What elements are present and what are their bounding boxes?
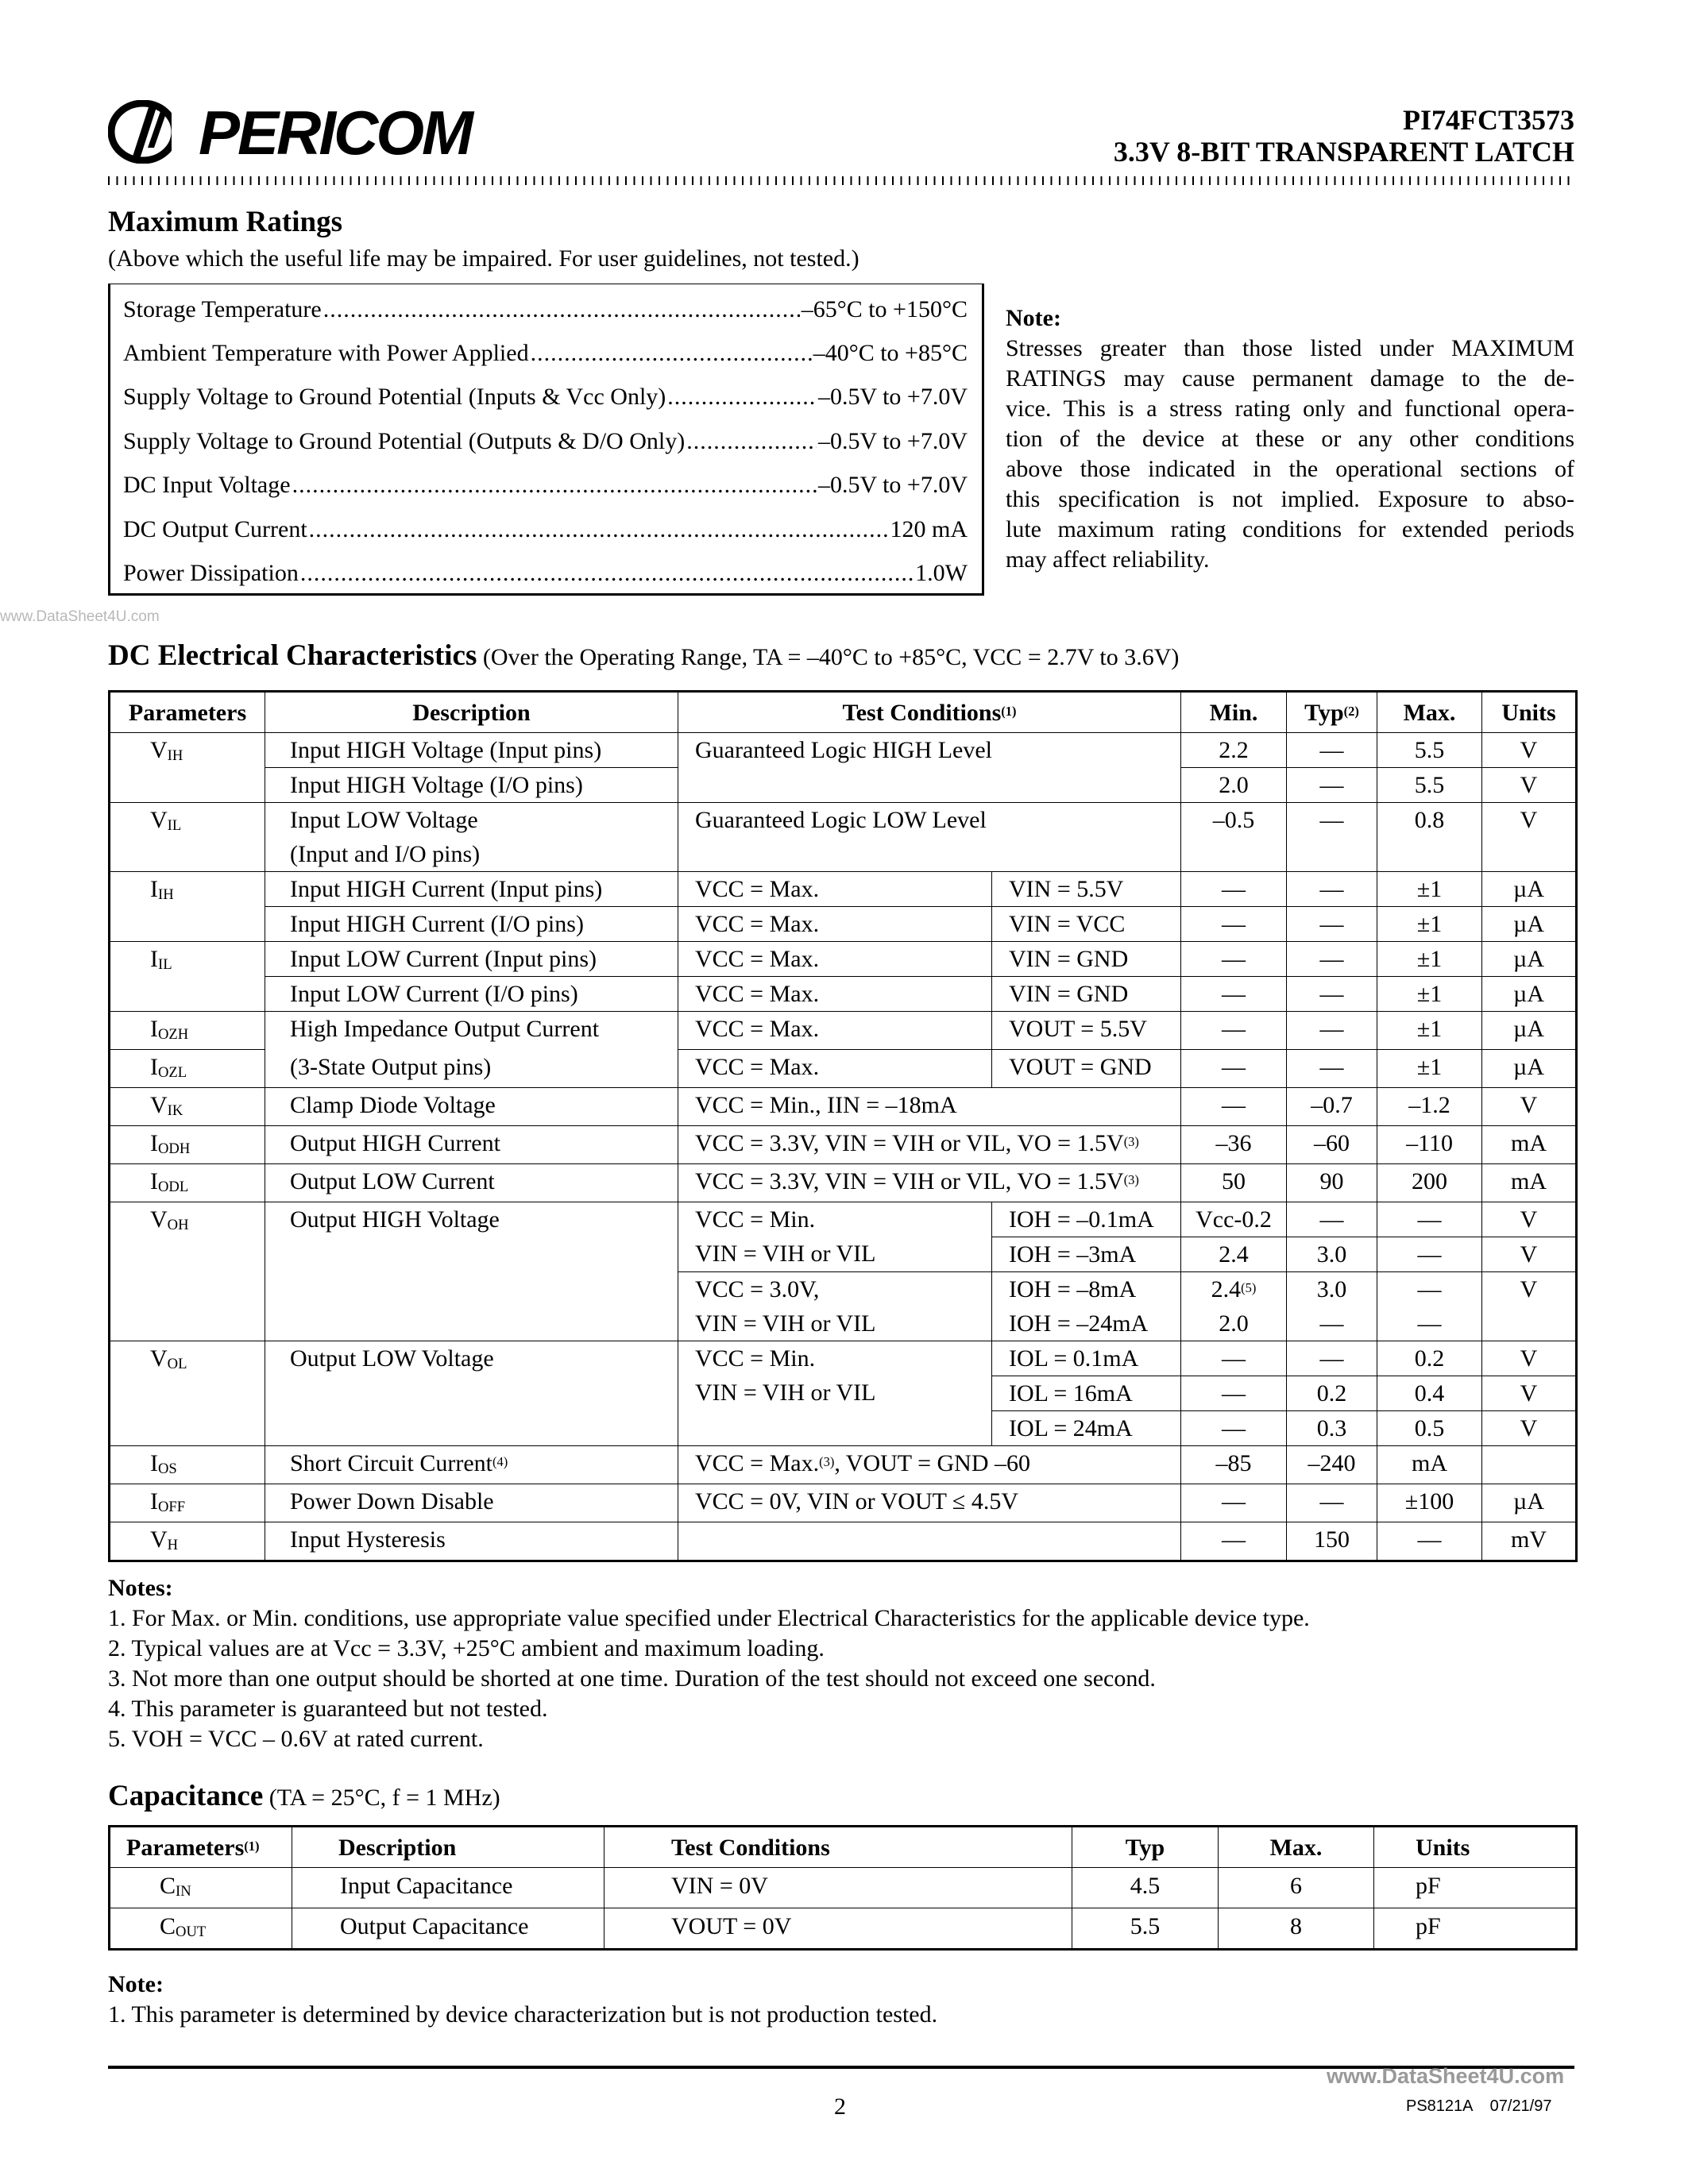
test-conditions: VCC = 3.3V, VIN = VIH or VIL, VO = $1.5V^{(3)}$ (678, 1164, 1181, 1202)
rating-label: Supply Voltage to Ground Potential (Inputs & Vcc Only) (123, 384, 666, 410)
units: V (1482, 1341, 1577, 1376)
table-row (110, 977, 1577, 1012)
units: µA (1482, 1484, 1577, 1522)
description: Input Hysteresis (265, 1522, 678, 1561)
capacitance-subtitle: (TA = 25°C, f = 1 MHz) (268, 1785, 500, 1811)
min: — (1181, 942, 1287, 977)
param-symbol: $C_{OUT}$ (110, 1908, 292, 1950)
max: mA (1377, 1446, 1482, 1484)
test-condition-vcc: VCC = Max. (678, 907, 992, 942)
typ: 90 (1287, 1164, 1377, 1202)
rating-line (123, 426, 968, 457)
min: 2.4$^{(5)}$ 2.0 (1181, 1272, 1287, 1341)
description: Input LOW Current (I/O pins) (265, 977, 678, 1012)
min: –0.5 (1181, 803, 1287, 872)
typ: — (1287, 803, 1377, 872)
header-min: Min. (1181, 692, 1287, 733)
units: V (1482, 1272, 1577, 1341)
description: Output LOW Voltage (265, 1341, 678, 1446)
header-max: Max. (1219, 1827, 1374, 1868)
min: 2.0 (1181, 768, 1287, 803)
test-condition-vcc: VCC = 3.0V, VIN = VIH or VIL (678, 1272, 992, 1341)
description: Input LOW Current (Input pins) (265, 942, 678, 977)
max: –110 (1377, 1126, 1482, 1164)
note-item: 5. VOH = VCC – 0.6V at rated current. (108, 1726, 484, 1752)
header-tick-rule (108, 176, 1574, 185)
rating-value: –0.5V to +7.0V (817, 384, 968, 410)
typ: 4.5 (1072, 1868, 1219, 1908)
header-typ: Typ$^{(2)}$ (1287, 692, 1377, 733)
min: — (1181, 1411, 1287, 1446)
rating-line (123, 338, 968, 369)
rating-label: Power Dissipation (123, 560, 299, 586)
header-units: Units (1482, 692, 1577, 733)
max: 6 (1219, 1868, 1374, 1908)
max: ±1 (1377, 1050, 1482, 1088)
test-condition-io: IOL = 0.1mA (992, 1341, 1181, 1376)
test-condition-io: IOL = 16mA (992, 1376, 1181, 1411)
max: 0.8 (1377, 803, 1482, 872)
rating-line (123, 381, 968, 413)
min: — (1181, 1484, 1287, 1522)
max: ±1 (1377, 942, 1482, 977)
param-symbol: $I_{IH}$ (110, 872, 265, 942)
rating-line (123, 294, 968, 326)
rating-value: –40°C to +85°C (813, 340, 968, 366)
units: µA (1482, 1012, 1577, 1050)
typ: — (1287, 907, 1377, 942)
min: 2.4 (1181, 1237, 1287, 1272)
rating-line (123, 558, 968, 589)
test-condition-vcc: VCC = Max. (678, 872, 992, 907)
table-row (110, 942, 1577, 977)
typ: — (1287, 733, 1377, 768)
capacitance-note-text: 1. This parameter is determined by device characterization but is not production tested. (108, 2001, 938, 2028)
rating-label: Storage Temperature (123, 296, 322, 322)
max: ±1 (1377, 872, 1482, 907)
dc-title: DC Electrical Characteristics (108, 639, 477, 672)
table-row (110, 1088, 1577, 1126)
pericom-logo-text: PERICOM (199, 98, 472, 168)
table-row (110, 872, 1577, 907)
stress-note-title: Note: (1006, 305, 1061, 331)
note-item: 3. Not more than one output should be shorted at one time. Duration of the test should not exceed one second. (108, 1665, 1156, 1692)
max: — — (1377, 1272, 1482, 1341)
table-row (110, 803, 1577, 872)
rating-value: –65°C to +150°C (801, 296, 968, 322)
test-conditions: VCC = 0V, VIN or VOUT ≤ 4.5V (678, 1484, 1181, 1522)
min: –36 (1181, 1126, 1287, 1164)
description: Output Capacitance (292, 1908, 605, 1950)
table-row (110, 1908, 1577, 1950)
test-condition-io: IOH = –3mA (992, 1237, 1181, 1272)
typ: — (1287, 977, 1377, 1012)
test-condition-io: VOUT = 5.5V (992, 1012, 1181, 1050)
table-row (110, 733, 1577, 768)
rating-line (123, 469, 968, 501)
description: Clamp Diode Voltage (265, 1088, 678, 1126)
description: Input LOW Voltage (Input and I/O pins) (265, 803, 678, 872)
dc-section-heading (108, 639, 1179, 675)
note-line: may affect reliability. (1006, 546, 1210, 573)
dc-section (108, 690, 1575, 1754)
description: Power Down Disable (265, 1484, 678, 1522)
typ: –240 (1287, 1446, 1377, 1484)
typ: 3.0 (1287, 1237, 1377, 1272)
units: V (1482, 1088, 1577, 1126)
rating-value: 120 mA (890, 516, 968, 542)
test-condition-io: VIN = GND (992, 977, 1181, 1012)
units: V (1482, 803, 1577, 872)
max: 0.5 (1377, 1411, 1482, 1446)
note-line: RATINGS may cause permanent damage to the de- (1006, 365, 1574, 392)
table-header-row (110, 1827, 1577, 1868)
description: Input Capacitance (292, 1868, 605, 1908)
rating-label: DC Input Voltage (123, 472, 291, 498)
test-condition-vcc: VCC = Min. VIN = VIH or VIL (678, 1202, 992, 1272)
param-symbol: $V_{OL}$ (110, 1341, 265, 1446)
header-max: Max. (1377, 692, 1482, 733)
units: V (1482, 1376, 1577, 1411)
min: –85 (1181, 1446, 1287, 1484)
capacitance-note (108, 1970, 937, 2030)
note-line: Stresses greater than those listed under MAXIMUM (1006, 335, 1574, 361)
typ: 5.5 (1072, 1908, 1219, 1950)
max: –1.2 (1377, 1088, 1482, 1126)
rating-value: 1.0W (915, 560, 968, 586)
test-condition-io: VIN = 5.5V (992, 872, 1181, 907)
header-parameters: Parameters$^{(1)}$ (110, 1827, 292, 1868)
max-ratings-subtitle: (Above which the useful life may be impaired. For user guidelines, not tested.) (108, 245, 859, 272)
part-title: 3.3V 8-BIT TRANSPARENT LATCH (1113, 136, 1574, 168)
max: 8 (1219, 1908, 1374, 1950)
min: — (1181, 872, 1287, 907)
units: V (1482, 1237, 1577, 1272)
units: pF (1374, 1868, 1577, 1908)
test-conditions: VIN = 0V (605, 1868, 1072, 1908)
test-condition-io: VIN = VCC (992, 907, 1181, 942)
test-condition-vcc: VCC = Max. (678, 977, 992, 1012)
test-condition-vcc: VCC = Min. VIN = VIH or VIL (678, 1341, 992, 1446)
units: mA (1482, 1126, 1577, 1164)
stress-note-body (1006, 334, 1574, 575)
note-item: 4. This parameter is guaranteed but not tested. (108, 1696, 548, 1722)
test-condition-io: VOUT = GND (992, 1050, 1181, 1088)
document-code: PS8121A 07/21/97 (1406, 2097, 1552, 2115)
header-parameters: Parameters (110, 692, 265, 733)
description: Input HIGH Voltage (I/O pins) (265, 768, 678, 803)
rating-value: –0.5V to +7.0V (817, 472, 968, 498)
typ: 150 (1287, 1522, 1377, 1561)
units: V (1482, 733, 1577, 768)
part-number: PI74FCT3573 (1403, 104, 1574, 136)
page-number: 2 (834, 2093, 846, 2120)
table-row (110, 1484, 1577, 1522)
test-condition-vcc: VCC = Max. (678, 942, 992, 977)
description: Input HIGH Current (Input pins) (265, 872, 678, 907)
note-line: lute maximum rating conditions for extended periods (1006, 516, 1574, 542)
min: 2.2 (1181, 733, 1287, 768)
units: µA (1482, 872, 1577, 907)
typ: 0.3 (1287, 1411, 1377, 1446)
header-test-conditions: Test Conditions$^{(1)}$ (678, 692, 1181, 733)
dc-notes (108, 1573, 1575, 1754)
param-symbol: $I_{OZL}$ (110, 1050, 265, 1088)
param-symbol: $C_{IN}$ (110, 1868, 292, 1908)
rating-label: DC Output Current (123, 516, 307, 542)
param-symbol: $I_{OZH}$ (110, 1012, 265, 1050)
header-units: Units (1374, 1827, 1577, 1868)
min: — (1181, 1050, 1287, 1088)
description: Output HIGH Current (265, 1126, 678, 1164)
rating-line (123, 514, 968, 546)
test-conditions (678, 1522, 1181, 1561)
units: V (1482, 768, 1577, 803)
test-conditions: VOUT = 0V (605, 1908, 1072, 1950)
table-row (110, 1446, 1577, 1484)
dc-notes-title: Notes: (108, 1575, 173, 1601)
max: 200 (1377, 1164, 1482, 1202)
table-row (110, 1522, 1577, 1561)
test-condition-io: VIN = GND (992, 942, 1181, 977)
max: — (1377, 1522, 1482, 1561)
max: ±1 (1377, 907, 1482, 942)
typ: –60 (1287, 1126, 1377, 1164)
param-symbol: $V_H$ (110, 1522, 265, 1561)
header-description: Description (292, 1827, 605, 1868)
note-item: 1. For Max. or Min. conditions, use appropriate value specified under Electrical Characteristics for the applicable device type. (108, 1605, 1310, 1631)
typ: — (1287, 768, 1377, 803)
typ: — (1287, 1484, 1377, 1522)
capacitance-note-title: Note: (108, 1971, 164, 1997)
max: — (1377, 1237, 1482, 1272)
typ: 0.2 (1287, 1376, 1377, 1411)
param-symbol: $V_{IK}$ (110, 1088, 265, 1126)
min: — (1181, 977, 1287, 1012)
units: µA (1482, 1050, 1577, 1088)
note-line: this specification is not implied. Exposure to abso- (1006, 486, 1574, 512)
description: (3-State Output pins) (265, 1050, 678, 1088)
table-row (110, 1202, 1577, 1237)
units: mA (1482, 1164, 1577, 1202)
header-description: Description (265, 692, 678, 733)
min: — (1181, 1088, 1287, 1126)
param-symbol: $V_{OH}$ (110, 1202, 265, 1341)
max-ratings-title: Maximum Ratings (108, 206, 342, 238)
min: — (1181, 1341, 1287, 1376)
test-conditions: VCC = 3.3V, VIN = VIH or VIL, VO = $1.5V^{(3)}$ (678, 1126, 1181, 1164)
min: — (1181, 1522, 1287, 1561)
table-row (110, 907, 1577, 942)
description: Input HIGH Voltage (Input pins) (265, 733, 678, 768)
table-header-row (110, 692, 1577, 733)
description: High Impedance Output Current (265, 1012, 678, 1050)
description: Input HIGH Current (I/O pins) (265, 907, 678, 942)
min: Vcc-0.2 (1181, 1202, 1287, 1237)
test-condition-io: IOH = –0.1mA (992, 1202, 1181, 1237)
test-condition-vcc: VCC = Max. (678, 1012, 992, 1050)
test-conditions: VCC = Max.$^{(3)}$, VOUT = GND –60 (678, 1446, 1181, 1484)
note-line: vice. This is a stress rating only and functional opera- (1006, 396, 1574, 422)
units: mV (1482, 1522, 1577, 1561)
typ: — (1287, 942, 1377, 977)
typ: — (1287, 1012, 1377, 1050)
units: µA (1482, 907, 1577, 942)
table-row (110, 1341, 1577, 1376)
max: 5.5 (1377, 768, 1482, 803)
typ: — (1287, 1050, 1377, 1088)
units: pF (1374, 1908, 1577, 1950)
test-condition-io: IOL = 24mA (992, 1411, 1181, 1446)
max: 5.5 (1377, 733, 1482, 768)
dc-characteristics-table (108, 690, 1578, 1562)
min: — (1181, 1376, 1287, 1411)
min: — (1181, 1012, 1287, 1050)
typ: 3.0 — (1287, 1272, 1377, 1341)
max-ratings-box (108, 284, 984, 596)
table-row (110, 1012, 1577, 1050)
typ: –0.7 (1287, 1088, 1377, 1126)
units: V (1482, 1202, 1577, 1237)
max: 0.4 (1377, 1376, 1482, 1411)
test-condition-io: IOH = –8mA IOH = –24mA (992, 1272, 1181, 1341)
test-condition-vcc: VCC = Max. (678, 1050, 992, 1088)
param-symbol: $I_{OFF}$ (110, 1484, 265, 1522)
param-symbol: $I_{ODL}$ (110, 1164, 265, 1202)
header-test-conditions: Test Conditions (605, 1827, 1072, 1868)
table-row (110, 1868, 1577, 1908)
typ: — (1287, 872, 1377, 907)
param-symbol: $I_{ODH}$ (110, 1126, 265, 1164)
units (1482, 1446, 1577, 1484)
typ: — (1287, 1341, 1377, 1376)
max: ±1 (1377, 977, 1482, 1012)
param-symbol: $I_{OS}$ (110, 1446, 265, 1484)
header-typ: Typ (1072, 1827, 1219, 1868)
test-conditions: VCC = Min., IIN = –18mA (678, 1088, 1181, 1126)
param-symbol: $V_{IL}$ (110, 803, 265, 872)
units: V (1482, 1411, 1577, 1446)
dc-subtitle: (Over the Operating Range, TA = –40°C to +85°C, VCC = 2.7V to 3.6V) (482, 644, 1180, 670)
pericom-logo-mark (108, 100, 195, 164)
test-conditions: Guaranteed Logic LOW Level (678, 803, 1181, 872)
typ: — (1287, 1202, 1377, 1237)
note-line: tion of the device at these or any other conditions (1006, 426, 1574, 452)
min: 50 (1181, 1164, 1287, 1202)
table-row (110, 1164, 1577, 1202)
max: ±1 (1377, 1012, 1482, 1050)
units: µA (1482, 942, 1577, 977)
max: 0.2 (1377, 1341, 1482, 1376)
capacitance-title: Capacitance (108, 1780, 264, 1812)
document-title (1114, 104, 1574, 168)
max: — (1377, 1202, 1482, 1237)
rating-label: Supply Voltage to Ground Potential (Outputs & D/O Only) (123, 428, 686, 454)
note-item: 2. Typical values are at Vcc = 3.3V, +25°C ambient and maximum loading. (108, 1635, 825, 1661)
rating-label: Ambient Temperature with Power Applied (123, 340, 529, 366)
watermark-link[interactable]: www.DataSheet4U.com (0, 608, 160, 625)
min: — (1181, 907, 1287, 942)
description: Output HIGH Voltage (265, 1202, 678, 1341)
table-row (110, 1126, 1577, 1164)
units: µA (1482, 977, 1577, 1012)
note-line: above those indicated in the operational sections of (1006, 456, 1574, 482)
capacitance-table (108, 1825, 1578, 1951)
table-row (110, 1050, 1577, 1088)
description: Short Circuit Current$^{(4)}$ (265, 1446, 678, 1484)
description: Output LOW Current (265, 1164, 678, 1202)
watermark-link[interactable]: www.DataSheet4U.com (1327, 2064, 1565, 2088)
capacitance-heading (108, 1779, 500, 1815)
rating-value: –0.5V to +7.0V (817, 428, 968, 454)
param-symbol: $V_{IH}$ (110, 733, 265, 803)
param-symbol: $I_{IL}$ (110, 942, 265, 1012)
max: ±100 (1377, 1484, 1482, 1522)
test-conditions: Guaranteed Logic HIGH Level (678, 733, 1181, 803)
